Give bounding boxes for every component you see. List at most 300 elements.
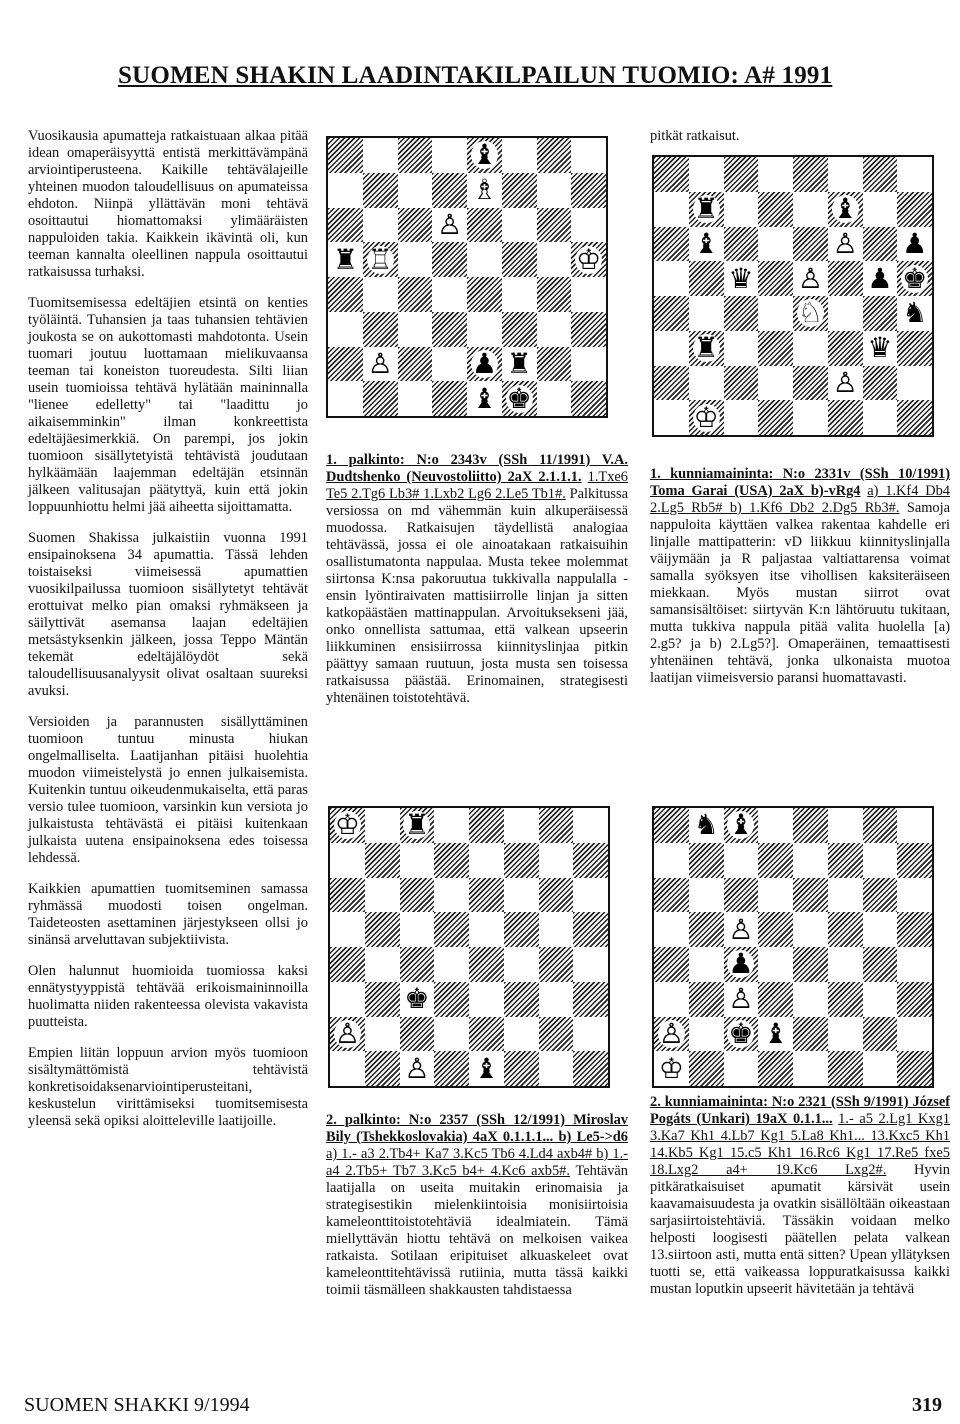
square-h1 [897,400,932,435]
square-b2 [363,347,398,382]
square-a1 [654,1051,689,1086]
square-d7 [758,843,793,878]
chess-diagram-1 [326,136,608,418]
square-c8 [724,157,759,192]
square-h2 [897,1017,932,1052]
square-c2 [398,347,433,382]
square-a7 [654,192,689,227]
square-g5 [863,261,898,296]
chess-piece: ♙ [404,1051,430,1085]
square-e3 [469,982,504,1017]
square-a4 [654,296,689,331]
paragraph: Kaikkien apumattien tuomitseminen samassa ryhmässä muodosti toisen ongelman. Taideteosten asettaminen järjestykseen ollsi jo sinänsä arveluttavan subjektiivista. [28,881,308,948]
square-c1 [400,1051,435,1086]
square-a1 [330,1051,365,1086]
square-a3 [330,982,365,1017]
square-g5 [863,912,898,947]
square-b1 [363,381,398,416]
square-e8 [793,157,828,192]
square-d2 [758,1017,793,1052]
chess-piece: ♛ [728,261,754,295]
square-d4 [432,277,467,312]
square-c3 [724,982,759,1017]
square-d5 [758,261,793,296]
square-c4 [724,947,759,982]
square-b5 [689,912,724,947]
square-g2 [863,1017,898,1052]
square-d5 [758,912,793,947]
square-h5 [897,261,932,296]
square-g2 [537,347,572,382]
square-g4 [863,947,898,982]
square-c1 [724,1051,759,1086]
chess-piece: ♔ [658,1051,684,1085]
chess-piece: ♝ [471,381,497,415]
square-a1 [328,381,363,416]
square-e4 [467,277,502,312]
square-d3 [758,982,793,1017]
square-a6 [654,878,689,913]
chess-piece: ♟ [471,346,497,380]
paragraph: Empien liitän loppuun arvion myös tuomioon sisältymättömistä tehtävistä konkretisoidaksenarviointiperusteitani, keskustelun virittämiseksi tuomitsemisesta yleensä sekä opiksi aloitteleville laatijoille. [28,1045,308,1129]
square-h3 [897,331,932,366]
chess-piece: ♜ [332,242,358,276]
chess-piece: ♚ [902,261,928,295]
prize-2-entry [326,1112,628,1299]
square-b4 [365,947,400,982]
square-e2 [793,1017,828,1052]
mention-1-intro: pitkät ratkaisut. [650,128,740,144]
square-d6 [758,878,793,913]
square-b3 [689,982,724,1017]
square-e7 [469,843,504,878]
square-f3 [828,982,863,1017]
square-a4 [328,277,363,312]
square-c5 [398,242,433,277]
square-h6 [573,878,608,913]
square-d2 [432,347,467,382]
square-e3 [793,982,828,1017]
chess-piece: ♟ [867,261,893,295]
chess-piece: ♜ [506,346,532,380]
chess-piece: ♙ [728,912,754,946]
mention-1-text: Samoja nappuloita käyttäen valkea rakentaa kahdelle eri linjalle mattipatterin: vD liikkuu kiinnityslinjalla väijymään ja R paljastaa valtiattarensa voimat samalla syöksyen itse vihollisen kaksiteräiseen miekkaan. Myös mustan siirrot ovat samansisältöiset: siirtyvän K:n lähtöruutu tukitaan, mutta tukkiva nappula pitää valita huolella [a) 2.g5? ja b) 2.Lg5?]. Omaperäinen, temaattisesti yhtenäinen tehtävä, jonka ulkonaista muotoa laatijan viimeisversio paransi huomattavasti. [650,500,950,686]
chess-piece: ♝ [473,1051,499,1085]
square-f6 [828,878,863,913]
square-f2 [502,347,537,382]
mention-2-text: Hyvin pitkäratkaisuiset apumatit kärsivät usein kaavamaisuudesta ja ovatkin sisällöltään oikeastaan sarjasiirtoistehtäviä. Tässäkin voidaan melko helposti loogisesti päätellen pelata valkean 13.siirtoon asti, mutta entä sitten? Upean yllätyksen tuotti se, että vaikeassa loppuratkaisussa kaikki mustan loputkin upseerit hävitetään ja tehtävä [650,1162,950,1297]
chess-piece: ♖ [367,242,393,276]
square-d2 [758,366,793,401]
square-g6 [863,227,898,262]
square-d6 [434,878,469,913]
chess-piece: ♗ [471,173,497,207]
square-e4 [793,947,828,982]
square-a8 [654,157,689,192]
square-g2 [863,366,898,401]
square-e2 [469,1017,504,1052]
footer-page-number: 319 [912,1394,942,1416]
square-g6 [539,878,574,913]
square-h6 [897,227,932,262]
square-a7 [330,843,365,878]
square-b7 [363,173,398,208]
square-e7 [793,192,828,227]
square-a5 [654,261,689,296]
square-b1 [689,1051,724,1086]
chess-piece: ♙ [728,982,754,1016]
square-f6 [828,227,863,262]
square-e3 [793,331,828,366]
prize-2-solution: a) 1.- a3 2.Tb4+ Ka7 3.Kc5 Tb6 4.Ld4 axb4# b) 1.- a4 2.Tb5+ Tb7 3.Kc5 b4+ 4.Kc6 axb5#. [326,1146,628,1179]
chess-piece: ♔ [693,400,719,434]
chess-diagram-4 [652,806,934,1088]
chess-piece: ♚ [404,982,430,1016]
prize-1-entry [326,452,628,707]
square-d4 [758,296,793,331]
prize-1-text: Palkitussa versiossa on md vähemmän kuin alkuperäisessä muodossa. Ratkaisujen täydellistä analogiaa tehtävässä, jossa ei ole ainoatakaan ratkaisuihin osallistumatonta nappulaa. Musta tekee molemmat siirtonsa K:nsa pakoruutua tukkivalla nappulalla - ensin lyöntiraivaten mattisiirrolle linjan ja sitten katkopäästäen mattinappulan. Arvoituksekseni jää, onko onnellista sattumaa, että valkean upseerin liikkuminen ensisiirrossa kiinnityslinjaa pitkin päättyy samaan ruutuun, josta musta sen toisessa ratkaisussa päästää. Erinomainen, strategisesti yhtenäinen toistotehtävä. [326,486,628,706]
square-b8 [365,808,400,843]
square-f5 [828,261,863,296]
square-c3 [724,331,759,366]
square-e5 [793,912,828,947]
square-f5 [828,912,863,947]
square-h3 [571,312,606,347]
square-g8 [863,808,898,843]
square-c4 [724,296,759,331]
square-g7 [863,192,898,227]
square-d8 [758,808,793,843]
square-f1 [504,1051,539,1086]
square-c4 [400,947,435,982]
square-g2 [539,1017,574,1052]
square-a6 [328,208,363,243]
chess-piece: ♝ [728,808,754,842]
square-e2 [467,347,502,382]
square-h1 [571,381,606,416]
square-b6 [365,878,400,913]
square-f4 [502,277,537,312]
chess-piece: ♝ [763,1016,789,1050]
mention-1-entry [650,466,950,687]
square-g7 [539,843,574,878]
square-f4 [828,947,863,982]
square-f7 [828,192,863,227]
square-a5 [328,242,363,277]
square-d7 [432,173,467,208]
chess-piece: ♘ [797,296,823,330]
square-h6 [571,208,606,243]
square-h4 [897,947,932,982]
square-g6 [537,208,572,243]
square-h1 [897,1051,932,1086]
square-d1 [434,1051,469,1086]
square-e5 [469,912,504,947]
square-e6 [469,878,504,913]
square-e6 [793,227,828,262]
square-b8 [689,808,724,843]
square-d5 [434,912,469,947]
page-title: SUOMEN SHAKIN LAADINTAKILPAILUN TUOMIO: A# 1991 [118,62,833,89]
square-a2 [654,366,689,401]
square-d3 [758,331,793,366]
square-c8 [398,138,433,173]
square-a8 [330,808,365,843]
square-h4 [897,296,932,331]
chess-piece: ♙ [658,1016,684,1050]
square-g8 [537,138,572,173]
square-e1 [793,400,828,435]
square-g7 [863,843,898,878]
square-f7 [504,843,539,878]
prize-2-heading: 2. palkinto: N:o 2357 (SSh 12/1991) Miroslav Bily (Tshekkoslovakia) 4aX 0.1.1.1... b) Le5->d6 [326,1112,628,1145]
square-c3 [400,982,435,1017]
square-h3 [897,982,932,1017]
square-c5 [724,912,759,947]
chess-piece: ♜ [404,808,430,842]
square-d4 [758,947,793,982]
chess-piece: ♞ [693,808,719,842]
square-g5 [537,242,572,277]
square-e4 [469,947,504,982]
chess-piece: ♙ [334,1016,360,1050]
square-b5 [363,242,398,277]
square-f6 [504,878,539,913]
square-d6 [432,208,467,243]
square-h2 [571,347,606,382]
square-h5 [897,912,932,947]
square-f4 [504,947,539,982]
square-g5 [539,912,574,947]
square-c2 [724,1017,759,1052]
square-b6 [363,208,398,243]
square-e7 [793,843,828,878]
square-h8 [897,808,932,843]
square-c6 [398,208,433,243]
square-e8 [793,808,828,843]
square-a5 [330,912,365,947]
square-f8 [502,138,537,173]
mention-2-solution: 1.- a5 2.Lg1 Kxg1 3.Ka7 Kh1 4.Lb7 Kg1 5.La8 Kh1... 13.Kxc5 Kh1 14.Kb5 Kg1 15.c5 Kh1 16.Rc6 Kg1 17.Re5 fxe5 18.Lxg2 a4+ 19.Kc6 Lxg2#. [650,1111,950,1178]
square-a7 [328,173,363,208]
square-e5 [793,261,828,296]
square-b7 [689,192,724,227]
square-f5 [504,912,539,947]
chess-piece: ♔ [334,808,360,842]
square-h2 [897,366,932,401]
square-h8 [897,157,932,192]
square-g3 [863,982,898,1017]
square-g8 [539,808,574,843]
chess-piece: ♝ [832,192,858,226]
chess-piece: ♙ [832,226,858,260]
prize-1-heading: 1. palkinto: N:o 2343v (SSh 11/1991) V.A. Dudtshenko (Neuvostoliitto) 2aX 2.1.1.1. [326,452,628,485]
square-h5 [573,912,608,947]
square-h6 [897,878,932,913]
chess-piece: ♝ [471,138,497,172]
square-d3 [434,982,469,1017]
chess-piece: ♙ [367,346,393,380]
square-f7 [828,843,863,878]
square-c7 [724,843,759,878]
square-f8 [828,157,863,192]
square-a6 [654,227,689,262]
square-b1 [365,1051,400,1086]
prize-1-solution: 1.Txe6 Te5 2.Tg6 Lb3# 1.Lxb2 Lg6 2.Le5 Tb1#. [326,469,628,502]
square-e5 [467,242,502,277]
chess-piece: ♔ [576,242,602,276]
square-f3 [828,331,863,366]
square-a6 [330,878,365,913]
square-g3 [863,331,898,366]
square-b5 [689,261,724,296]
square-a4 [654,947,689,982]
square-d7 [434,843,469,878]
square-c4 [398,277,433,312]
square-a2 [654,1017,689,1052]
square-f8 [828,808,863,843]
square-g1 [863,400,898,435]
square-e2 [793,366,828,401]
square-d4 [434,947,469,982]
square-d8 [758,157,793,192]
square-c7 [724,192,759,227]
square-d8 [434,808,469,843]
square-b8 [363,138,398,173]
paragraph: Tuomitsemisessa edeltäjien etsintä on kenties työläintä. Tuhansien ja taas tuhansien tehtävien joukosta se on aukottomasti mahdotonta. Usein tuomari joutuu luottamaan mielikuvaansa teeman tai koneiston tuoreudesta. Silti liian usein tuomioissa tehtävä hylätään maininnalla "lienee edelletty" tai "laadittu jo aikaisemminkin" ilman konkreettista edeltäjäesimerkkiä. On parempi, jos jokin tuomioon sisällytetyistä tehtävistä joudutaan hylkäämään laajemman edeltäjän etsinnän jälkeen valitusajan päätyttyä, kuin että jokin loppuunhiottu helmi jää aiheetta sijoittamatta. [28,295,308,515]
square-a3 [654,331,689,366]
square-f8 [504,808,539,843]
square-b4 [363,277,398,312]
square-g3 [539,982,574,1017]
square-g3 [537,312,572,347]
square-e1 [793,1051,828,1086]
square-h5 [571,242,606,277]
square-h2 [573,1017,608,1052]
square-c6 [724,878,759,913]
square-c3 [398,312,433,347]
square-a5 [654,912,689,947]
square-c1 [398,381,433,416]
square-e3 [467,312,502,347]
square-d3 [432,312,467,347]
square-c8 [724,808,759,843]
square-c6 [724,227,759,262]
square-c5 [400,912,435,947]
square-e6 [467,208,502,243]
square-e8 [469,808,504,843]
chess-diagram-2 [652,155,934,437]
square-d8 [432,138,467,173]
chess-piece: ♚ [506,381,532,415]
square-f1 [828,400,863,435]
paragraph: Olen halunnut huomioida tuomiossa kaksi ennätystyyppistä tehtävää erikoismaininnoilla huolimatta niiden rakenteessa olevista vakavista puutteista. [28,963,308,1030]
paragraph: Suomen Shakissa julkaistiin vuonna 1991 ensipainoksena 34 apumattia. Tässä lehden toistaiseksi viimeisessä apumattien vuosikilpailussa tuomioon sisällytetyt tehtävät erottuivat melko pian omaksi ryhmäkseen ja säilyttivät asemansa laajan edeltäjien metsästyksenkin jälkeen, jossa Teppo Mäntän tekemät edeltäjälöydöt sekä taloudellisuusanalyysit olivat osaltaan suureksi avuksi. [28,530,308,699]
chess-piece: ♝ [693,226,719,260]
square-h8 [571,138,606,173]
square-a2 [328,347,363,382]
square-a3 [328,312,363,347]
square-c2 [400,1017,435,1052]
chess-piece: ♜ [693,331,719,365]
square-d6 [758,227,793,262]
chess-piece: ♛ [867,331,893,365]
square-h7 [897,192,932,227]
square-b3 [363,312,398,347]
mention-1-heading: 1. kunniamaininta: N:o 2331v (SSh 10/1991) Toma Garai (USA) 2aX b)-vRg4 [650,466,950,499]
square-f2 [504,1017,539,1052]
chess-piece: ♙ [832,365,858,399]
square-h7 [571,173,606,208]
square-b2 [365,1017,400,1052]
square-b4 [689,947,724,982]
chess-piece: ♙ [797,261,823,295]
square-e7 [467,173,502,208]
square-c8 [400,808,435,843]
chess-piece: ♟ [902,226,928,260]
square-f6 [502,208,537,243]
square-h7 [897,843,932,878]
square-g8 [863,157,898,192]
square-g4 [863,296,898,331]
square-b6 [689,878,724,913]
square-d1 [758,400,793,435]
square-f2 [828,1017,863,1052]
chess-piece: ♙ [437,207,463,241]
square-g1 [863,1051,898,1086]
square-c7 [400,843,435,878]
square-b8 [689,157,724,192]
square-b3 [689,331,724,366]
square-h1 [573,1051,608,1086]
square-h7 [573,843,608,878]
square-d2 [434,1017,469,1052]
chess-piece: ♚ [728,1016,754,1050]
square-f3 [504,982,539,1017]
square-h3 [573,982,608,1017]
square-d1 [432,381,467,416]
square-f2 [828,366,863,401]
left-column [28,128,308,1144]
square-b4 [689,296,724,331]
square-e1 [467,381,502,416]
paragraph: Vuosikausia apumatteja ratkaistuaan alkaa pitää idean omaperäisyyttä entistä merkittävämpänä arviointiperusteena. Kaikille tehtävälajeille yhteinen muodon taloudellisuus on apumateissa ehdoton. Niinpä yllättävän moni tehtävä osoittautui hiomattomaksi ylimääräisten nappuloiden takia. Kaikkein ikävintä oli, kun teeman kannalta oleellinen nappula osoittautui ratkaisussa turhaksi. [28,128,308,280]
mention-2-entry [650,1094,950,1298]
square-b2 [689,1017,724,1052]
square-a8 [328,138,363,173]
mention-1-solution: a) 1.Kf4 Db4 2.Lg5 Rb5# b) 1.Kf6 Db2 2.Dg5 Rb3#. [650,483,950,516]
square-g1 [539,1051,574,1086]
square-c6 [400,878,435,913]
square-a3 [654,982,689,1017]
square-f3 [502,312,537,347]
square-b6 [689,227,724,262]
footer-magazine: SUOMEN SHAKKI 9/1994 [24,1394,250,1416]
square-d5 [432,242,467,277]
square-f1 [828,1051,863,1086]
square-e8 [467,138,502,173]
square-b2 [689,366,724,401]
square-f1 [502,381,537,416]
square-e6 [793,878,828,913]
square-g1 [537,381,572,416]
chess-piece: ♜ [693,192,719,226]
square-a1 [654,400,689,435]
square-b5 [365,912,400,947]
square-d7 [758,192,793,227]
square-c2 [724,366,759,401]
square-e1 [469,1051,504,1086]
